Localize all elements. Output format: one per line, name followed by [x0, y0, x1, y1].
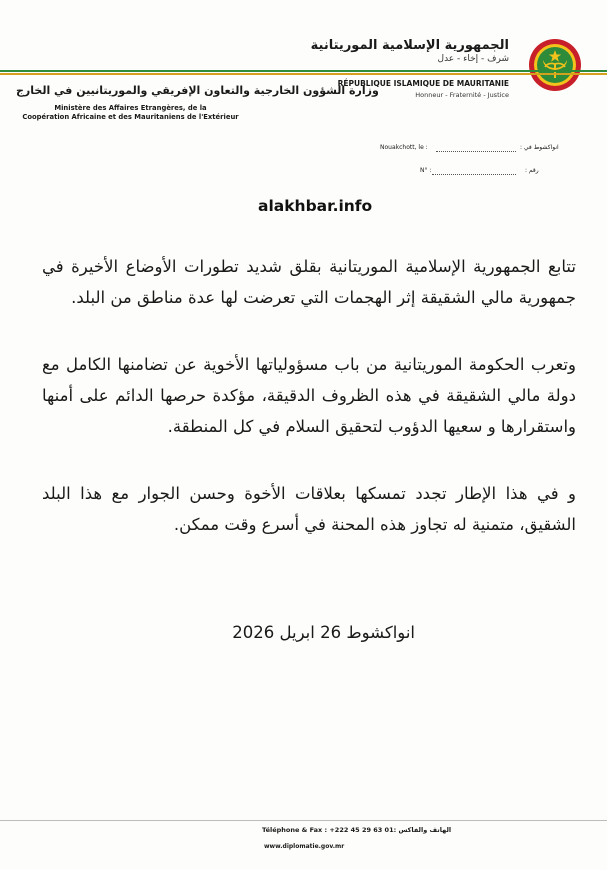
reference-number-label-french: N° :	[420, 167, 432, 174]
statement-date: انواكشوط 26 ابريل 2026	[232, 623, 415, 642]
footer-rule	[0, 820, 607, 821]
statement-paragraph-2: وتعرب الحكومة الموريتانية من باب مسؤولياتها الأخوية عن تضامنها الكامل مع دولة مالي الشقيقة في هذه الظروف الدقيقة، مؤكدة حرصها الدائم على أمنها واستقرارها و سعيها الدؤوب لتحقيق السلام في كل المنطقة.	[42, 355, 576, 436]
header-rule-gold	[0, 73, 607, 75]
ministry-name-arabic: وزارة الشؤون الخارجية والتعاون الإفريقي والموريتانيين في الخارج	[16, 84, 379, 97]
footer-website: www.diplomatie.gov.mr	[264, 843, 345, 850]
statement-paragraph-1: تتابع الجمهورية الإسلامية الموريتانية بقلق شديد تطورات الأوضاع الأخيرة في جمهورية مالي الشقيقة إثر الهجمات التي تعرضت لها عدة مناطق من البلد.	[42, 257, 576, 307]
national-emblem-icon	[528, 38, 582, 92]
place-date-label-arabic: انواكشوط في :	[520, 144, 559, 151]
source-watermark: alakhbar.info	[258, 197, 373, 215]
republic-name-french: RÉPUBLIQUE ISLAMIQUE DE MAURITANIE	[337, 79, 509, 88]
motto-french: Honneur - Fraternité - Justice	[415, 91, 509, 99]
republic-name-arabic: الجمهورية الإسلامية الموريتانية	[310, 38, 509, 53]
motto-arabic: شرف - إخاء - عدل	[437, 54, 509, 64]
place-date-dotted-line	[436, 151, 516, 152]
header-rule-green	[0, 70, 607, 72]
reference-number-dotted-line	[432, 174, 516, 175]
footer-phone-fax: Téléphone & Fax : +222 45 29 63 01: الهاتف والفاكس	[262, 826, 452, 834]
ministry-name-french	[18, 104, 243, 122]
ministry-french-line2: Coopération Africaine et des Mauritaniens de l'Extérieur	[22, 113, 239, 121]
place-date-label-french: Nouakchott, le :	[380, 144, 428, 151]
reference-number-label-arabic: رقم :	[525, 167, 539, 174]
statement-paragraph-3: و في هذا الإطار تجدد تمسكها بعلاقات الأخوة وحسن الجوار مع هذا البلد الشقيق، متمنية له تجاوز هذه المحنة في أسرع وقت ممكن.	[42, 484, 576, 534]
ministry-french-line1: Ministère des Affaires Etrangères, de la	[54, 104, 207, 112]
